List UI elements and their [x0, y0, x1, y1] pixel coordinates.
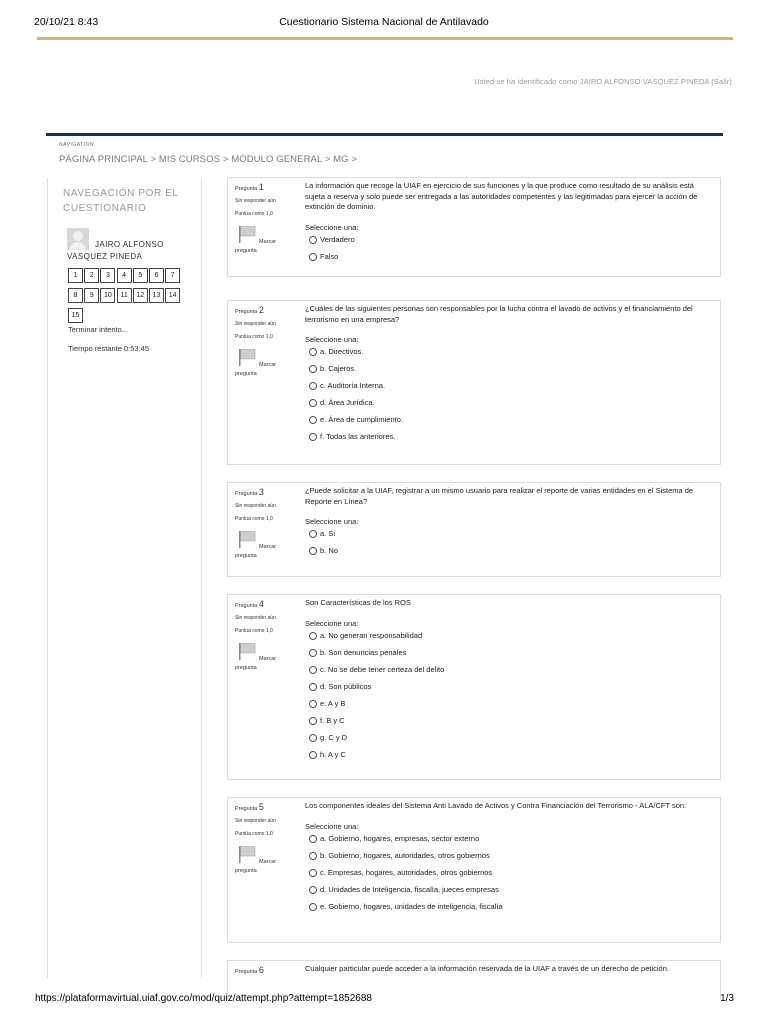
flag-question-button[interactable] [235, 225, 301, 255]
question-text: Son Características de los ROS [305, 598, 411, 607]
answer-option-label[interactable]: c. Auditoría Interna. [320, 381, 386, 390]
question-label: Pregunta [235, 491, 258, 497]
answer-option-label[interactable]: b. Cajeros. [320, 364, 357, 373]
flag-label-line2: pregunta [235, 868, 257, 874]
radio-button[interactable] [309, 632, 317, 640]
flag-label-line1: Marcar [259, 362, 277, 368]
answer-option-label[interactable]: c. Empresas, hogares, autoridades, otros gobiernos [320, 867, 493, 877]
breadcrumb-separator: > [222, 154, 229, 165]
answer-options [305, 234, 714, 268]
answer-option-label[interactable]: d. Área Jurídica. [320, 398, 375, 407]
time-remaining: Tiempo restante 0:53:45 [68, 344, 150, 353]
finish-attempt-link[interactable]: Terminar intento... [68, 325, 129, 334]
question-nav-button[interactable]: 15 [68, 308, 83, 323]
radio-button[interactable] [309, 365, 317, 373]
radio-button[interactable] [309, 903, 317, 911]
answer-option-label[interactable]: b. No [320, 546, 338, 555]
answer-option-label[interactable]: a. Gobierno, hogares, empresas, sector externo [320, 833, 480, 843]
question-number-line [235, 487, 301, 500]
answer-option[interactable] [309, 850, 714, 867]
answer-option[interactable] [309, 732, 714, 749]
question-info [235, 599, 301, 672]
question-number-line [235, 182, 301, 195]
question-number-line [235, 965, 301, 978]
select-one-prompt: Seleccione una: [305, 618, 359, 628]
radio-button[interactable] [309, 700, 317, 708]
question-info [235, 487, 301, 560]
question-nav-button[interactable]: 5 [133, 268, 148, 283]
question-text: La información que recoge la UIAF en ejercicio de sus funciones y la que produce como resultado de su análisis está sujeta a reserva y solo puede ser entregada a las autoridades competentes y las legitimadas para ejercer la acción de extinción de dominio. [305, 181, 698, 211]
radio-button[interactable] [309, 717, 317, 725]
question-state: Sin responder aún [235, 615, 276, 621]
question-info [235, 965, 301, 978]
select-one-prompt: Seleccione una: [305, 821, 359, 831]
flag-icon [237, 530, 257, 548]
question-marks: Puntúa como 1,0 [235, 211, 273, 217]
answer-options [305, 346, 714, 448]
question-nav-button[interactable]: 2 [84, 268, 99, 283]
answer-option-label[interactable]: a. Si [320, 529, 336, 538]
question-nav-button[interactable]: 8 [68, 288, 83, 303]
answer-option[interactable] [309, 380, 714, 397]
question-label: Pregunta [235, 969, 258, 975]
question-marks: Puntúa como 1,0 [235, 516, 273, 522]
print-title: Cuestionario Sistema Nacional de Antilavado [279, 16, 489, 28]
question-state: Sin responder aún [235, 321, 276, 327]
question-body [305, 304, 714, 448]
radio-button[interactable] [309, 399, 317, 407]
question-card [227, 482, 721, 577]
question-text: Cualquier particular puede acceder a la información reservada de la UIAF a través de un derecho de petición. [305, 964, 669, 973]
print-date: 20/10/21 8:43 [34, 16, 99, 28]
answer-option-label[interactable]: e. Gobierno, hogares, unidades de inteligencia, fiscalía [320, 901, 503, 911]
select-one-prompt: Seleccione una: [305, 517, 359, 526]
question-info [235, 182, 301, 255]
flag-icon [237, 225, 257, 243]
answer-option[interactable] [309, 630, 714, 647]
print-url: https://plataformavirtual.uiaf.gov.co/mod/quiz/attempt.php?attempt=1852688 [35, 993, 372, 1004]
answer-option-label[interactable]: b. Gobierno, hogares, autoridades, otros gobiernos [320, 850, 490, 860]
flag-icon [237, 845, 257, 863]
answer-options [305, 528, 714, 562]
breadcrumb-module[interactable]: MÓDULO GENERAL [231, 154, 323, 165]
radio-button[interactable] [309, 649, 317, 657]
select-one-prompt: Seleccione una: [305, 222, 359, 232]
navbar-bar [46, 133, 723, 136]
answer-option-label[interactable]: b. Son denuncias penales [320, 647, 407, 657]
question-nav-button[interactable]: 1 [68, 268, 83, 283]
question-marks: Puntúa como 1,0 [235, 831, 273, 837]
radio-button[interactable] [309, 530, 317, 538]
flag-label-line1: Marcar [259, 656, 277, 662]
question-text: ¿Cuáles de las siguientes personas son responsables por la lucha contra el lavado de activos y el financiamiento del terrorismo en una empresa? [305, 304, 693, 324]
question-number: 2 [258, 305, 264, 315]
breadcrumb-course[interactable]: MG [333, 154, 349, 165]
print-page-number: 1/3 [720, 993, 734, 1004]
flag-label-line1: Marcar [259, 859, 277, 865]
answer-option-label[interactable]: f. Todas las anteriores. [320, 432, 396, 441]
question-number: 5 [258, 802, 264, 812]
radio-button[interactable] [309, 852, 317, 860]
question-number: 1 [258, 182, 264, 192]
answer-option-label[interactable]: Verdadero [320, 234, 355, 244]
flag-icon [237, 348, 257, 366]
user-name[interactable]: JAIRO ALFONSO VASQUEZ PINEDA [67, 240, 164, 261]
answer-option[interactable] [309, 397, 714, 414]
breadcrumb-separator: > [150, 154, 157, 165]
flag-question-button[interactable] [235, 348, 301, 378]
radio-button[interactable] [309, 886, 317, 894]
question-card [227, 300, 721, 465]
answer-option-label[interactable]: c. No se debe tener certeza del delito [320, 664, 445, 674]
answer-option[interactable] [309, 749, 714, 766]
answer-option[interactable] [309, 234, 714, 251]
answer-option[interactable] [309, 251, 714, 268]
radio-button[interactable] [309, 416, 317, 424]
quiz-navigation-panel [47, 178, 202, 978]
question-body [305, 486, 714, 562]
radio-button[interactable] [309, 547, 317, 555]
answer-options [305, 833, 714, 918]
question-state: Sin responder aún [235, 818, 276, 824]
breadcrumb-separator: > [324, 154, 331, 165]
answer-option[interactable] [309, 715, 714, 732]
flag-label-line2: pregunta [235, 248, 257, 254]
radio-button[interactable] [309, 348, 317, 356]
flag-question-button[interactable] [235, 530, 301, 560]
answer-option[interactable] [309, 681, 714, 698]
question-info [235, 802, 301, 875]
login-info[interactable]: Usted se ha identificado como JAIRO ALFONSO VASQUEZ PINEDA (Salir) [474, 77, 732, 86]
answer-option[interactable] [309, 414, 714, 431]
flag-label-line2: pregunta [235, 371, 257, 377]
question-number: 3 [258, 487, 264, 497]
answer-option-label[interactable]: d. Son públicos [320, 681, 372, 691]
question-nav-button[interactable]: 13 [149, 288, 164, 303]
question-card [227, 177, 721, 277]
answer-option[interactable] [309, 528, 714, 545]
radio-button[interactable] [309, 869, 317, 877]
question-nav-button[interactable]: 3 [100, 268, 115, 283]
question-number-line [235, 599, 301, 612]
answer-option[interactable] [309, 867, 714, 884]
breadcrumb-separator: > [351, 154, 358, 165]
question-nav-button[interactable]: 6 [149, 268, 164, 283]
question-nav-button[interactable]: 14 [165, 288, 180, 303]
header-divider [37, 37, 733, 40]
question-text: ¿Puede solicitar a la UIAF, registrar a un mismo usuario para realizar el reporte de varias entidades en el Sistema de Reporte en Línea? [305, 486, 694, 506]
answer-option[interactable] [309, 698, 714, 715]
radio-button[interactable] [309, 751, 317, 759]
question-body [305, 964, 714, 975]
question-body [305, 801, 714, 918]
radio-button[interactable] [309, 683, 317, 691]
answer-option-label[interactable]: e. Área de cumplimiento. [320, 415, 403, 424]
breadcrumb [59, 154, 357, 165]
question-label: Pregunta [235, 806, 258, 812]
flag-question-button[interactable] [235, 845, 301, 875]
radio-button[interactable] [309, 835, 317, 843]
answer-option[interactable] [309, 545, 714, 562]
radio-button[interactable] [309, 666, 317, 674]
flag-label-line1: Marcar [259, 544, 277, 550]
question-number: 6 [258, 965, 264, 975]
answer-option-label[interactable]: e. A y B [320, 698, 346, 708]
radio-button[interactable] [309, 734, 317, 742]
question-nav-button[interactable]: 11 [117, 288, 132, 303]
answer-option-label[interactable]: Falso [320, 251, 339, 261]
radio-button[interactable] [309, 433, 317, 441]
question-marks: Puntúa como 1,0 [235, 334, 273, 340]
breadcrumb-my-courses[interactable]: MIS CURSOS [158, 154, 221, 165]
answer-option-label[interactable]: f. B y C [320, 715, 345, 725]
question-state: Sin responder aún [235, 198, 276, 204]
question-number: 4 [258, 599, 264, 609]
answer-option-label[interactable]: h. A y C [320, 749, 346, 759]
question-nav-button[interactable]: 10 [100, 288, 115, 303]
answer-option[interactable] [309, 647, 714, 664]
question-label: Pregunta [235, 603, 258, 609]
question-number-line [235, 305, 301, 318]
answer-option-label[interactable]: a. Directivos. [320, 347, 364, 356]
answer-option[interactable] [309, 664, 714, 681]
flag-question-button[interactable] [235, 642, 301, 672]
question-nav-button[interactable]: 7 [165, 268, 180, 283]
answer-option[interactable] [309, 363, 714, 380]
quiz-navigation-title: NAVEGACIÓN POR EL CUESTIONARIO [63, 188, 179, 214]
question-body [305, 598, 714, 766]
question-nav-button[interactable]: 9 [84, 288, 99, 303]
question-number-line [235, 802, 301, 815]
question-label: Pregunta [235, 309, 258, 315]
navigation-label: NAVIGATION [59, 142, 95, 148]
question-nav-button[interactable]: 12 [133, 288, 148, 303]
question-label: Pregunta [235, 186, 258, 192]
answer-options [305, 630, 714, 766]
question-state: Sin responder aún [235, 503, 276, 509]
question-body [305, 181, 714, 268]
radio-button[interactable] [309, 382, 317, 390]
answer-option-label[interactable]: a. No generan responsabilidad [320, 630, 423, 640]
answer-option[interactable] [309, 884, 714, 901]
answer-option[interactable] [309, 346, 714, 363]
flag-icon [237, 642, 257, 660]
question-nav-button[interactable]: 4 [117, 268, 132, 283]
answer-option-label[interactable]: g. C y D [320, 732, 348, 742]
question-info [235, 305, 301, 378]
radio-button[interactable] [309, 236, 317, 244]
answer-option[interactable] [309, 901, 714, 918]
question-card [227, 797, 721, 943]
breadcrumb-home[interactable]: PÁGINA PRINCIPAL [59, 154, 148, 165]
print-header [34, 16, 734, 30]
flag-label-line2: pregunta [235, 553, 257, 559]
question-text: Los componentes ideales del Sistema Anti Lavado de Activos y Contra Financiación del Terrorismo - ALA/CFT son: [305, 801, 687, 810]
radio-button[interactable] [309, 253, 317, 261]
answer-option-label[interactable]: d. Unidades de Inteligencia, fiscalía, jueces empresas [320, 884, 499, 894]
answer-option[interactable] [309, 431, 714, 448]
flag-label-line1: Marcar [259, 239, 277, 245]
select-one-prompt: Seleccione una: [305, 335, 359, 344]
question-marks: Puntúa como 1,0 [235, 628, 273, 634]
question-card [227, 594, 721, 780]
answer-option[interactable] [309, 833, 714, 850]
flag-label-line2: pregunta [235, 665, 257, 671]
